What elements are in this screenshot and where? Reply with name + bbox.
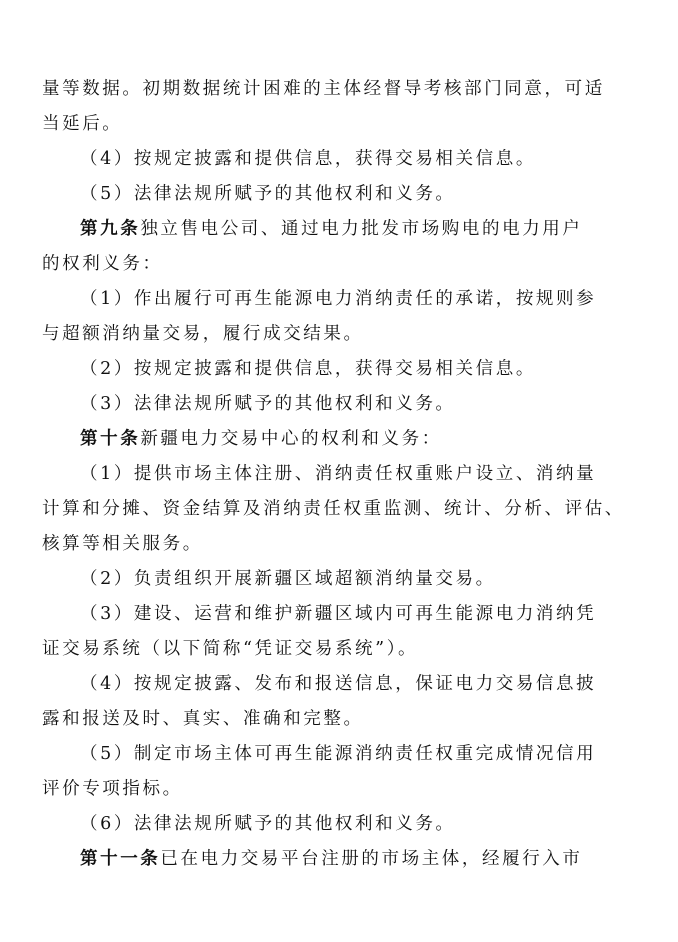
text-line (42, 492, 636, 527)
article-number: 第十一条 (80, 849, 161, 869)
list-item (42, 457, 636, 492)
list-item (42, 562, 636, 597)
line-text: 的权利义务： (42, 254, 163, 274)
line-text: 评价专项指标。 (42, 779, 183, 799)
document-page (42, 72, 636, 877)
list-item (42, 387, 636, 422)
line-text: 当延后。 (42, 114, 123, 134)
text-line (42, 772, 636, 807)
line-text: （3）建设、运营和维护新疆区域内可再生能源电力消纳凭 (80, 604, 597, 624)
list-item (42, 352, 636, 387)
line-text: （1）提供市场主体注册、消纳责任权重账户设立、消纳量 (80, 464, 597, 484)
article-number: 第十条 (80, 429, 141, 449)
line-text: 证交易系统（以下简称“凭证交易系统”）。 (42, 639, 419, 659)
line-text: 新疆电力交易中心的权利和义务： (140, 429, 442, 449)
text-line (42, 527, 636, 562)
line-text: 露和报送及时、真实、准确和完整。 (42, 709, 364, 729)
article-number: 第九条 (80, 219, 141, 239)
line-text: （2）负责组织开展新疆区域超额消纳量交易。 (80, 569, 496, 589)
list-item (42, 177, 636, 212)
line-text: （4）按规定披露和提供信息，获得交易相关信息。 (80, 149, 536, 169)
article-heading (42, 422, 636, 457)
list-item (42, 597, 636, 632)
line-text: 核算等相关服务。 (42, 534, 203, 554)
line-text: （5）制定市场主体可再生能源消纳责任权重完成情况信用 (80, 744, 597, 764)
line-text: （4）按规定披露、发布和报送信息，保证电力交易信息披 (80, 674, 597, 694)
line-text: （3）法律法规所赋予的其他权利和义务。 (80, 394, 456, 414)
text-line (42, 72, 636, 107)
line-text: （1）作出履行可再生能源电力消纳责任的承诺，按规则参 (80, 289, 597, 309)
article-heading (42, 212, 636, 247)
text-line (42, 247, 636, 282)
list-item (42, 667, 636, 702)
text-line (42, 632, 636, 667)
list-item (42, 142, 636, 177)
line-text: 量等数据。初期数据统计困难的主体经督导考核部门同意，可适 (42, 79, 605, 99)
list-item (42, 282, 636, 317)
list-item (42, 737, 636, 772)
line-text: （2）按规定披露和提供信息，获得交易相关信息。 (80, 359, 536, 379)
line-text: 已在电力交易平台注册的市场主体，经履行入市 (160, 849, 583, 869)
line-text: （5）法律法规所赋予的其他权利和义务。 (80, 184, 456, 204)
text-line (42, 107, 636, 142)
line-text: 独立售电公司、通过电力批发市场购电的电力用户 (140, 219, 583, 239)
line-text: 与超额消纳量交易，履行成交结果。 (42, 324, 364, 344)
line-text: 计算和分摊、资金结算及消纳责任权重监测、统计、分析、评估、 (42, 499, 625, 519)
article-heading (42, 842, 636, 877)
line-text: （6）法律法规所赋予的其他权利和义务。 (80, 814, 456, 834)
text-line (42, 702, 636, 737)
list-item (42, 807, 636, 842)
text-line (42, 317, 636, 352)
